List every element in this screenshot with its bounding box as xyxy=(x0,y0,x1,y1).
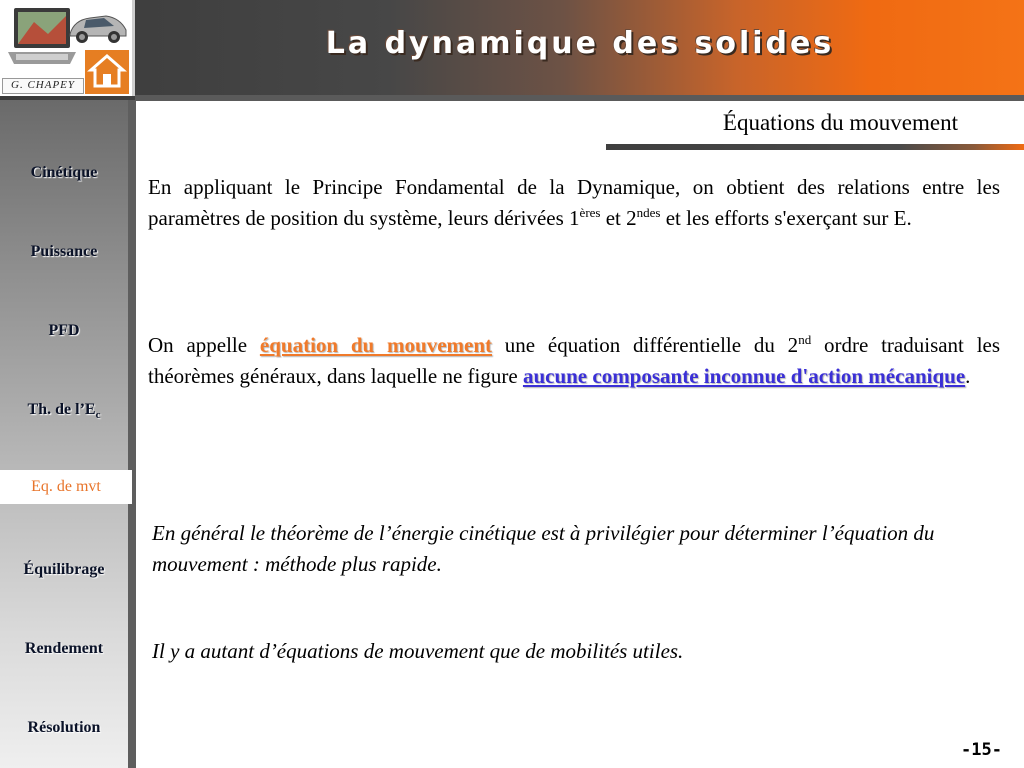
header-divider xyxy=(135,95,1024,101)
superscript: nd xyxy=(798,332,812,347)
sidebar-navigation xyxy=(0,100,132,768)
sidebar-item-theoreme-energie[interactable] xyxy=(0,401,128,421)
house-icon xyxy=(85,50,129,94)
paragraph-pfd-relations xyxy=(148,172,1000,234)
sidebar-item-equilibrage[interactable]: Équilibrage xyxy=(23,561,105,578)
presentation-title: La dynamique des solides xyxy=(325,26,835,61)
paragraph-definition xyxy=(148,330,1000,392)
section-underline xyxy=(606,144,1024,150)
sidebar-item-resolution[interactable]: Résolution xyxy=(27,719,101,736)
author-label: G. CHAPEY xyxy=(2,78,84,94)
logo-area xyxy=(0,0,135,96)
superscript: ères xyxy=(579,205,601,220)
sidebar-item-rendement[interactable]: Rendement xyxy=(24,640,104,657)
page-number: -15- xyxy=(961,740,1002,760)
paragraph-text: et les efforts s'exerçant sur E. xyxy=(660,206,912,230)
sidebar-item-cinetique[interactable]: Cinétique xyxy=(30,164,98,181)
paragraph-text: On appelle xyxy=(148,333,260,357)
sidebar-item-subscript: c xyxy=(95,409,101,422)
sidebar-item-puissance[interactable]: Puissance xyxy=(30,243,98,260)
car-icon xyxy=(66,6,130,48)
header-banner xyxy=(0,0,1024,100)
paragraph-text: . xyxy=(965,364,971,388)
sidebar-item-label: Th. de l’E xyxy=(27,401,96,418)
note-mobilites-utiles: Il y a autant d’équations de mouvement que de mobilités utiles. xyxy=(152,639,684,663)
paragraph-text: ordre traduisant les théorèmes généraux, dans laquelle ne figure xyxy=(148,333,1001,388)
note-energie-cinetique: En général le théorème de l’énergie cinétique est à privilégier pour déterminer l’équation du mouvement : méthode plus rapide. xyxy=(152,521,935,576)
sidebar-item-pfd[interactable]: PFD xyxy=(48,322,80,339)
paragraph-text: une équation différentielle du 2 xyxy=(492,333,799,357)
keyword-aucune-composante: aucune composante inconnue d'action mécanique xyxy=(522,364,966,388)
keyword-equation-du-mouvement: équation du mouvement xyxy=(259,333,493,357)
superscript: ndes xyxy=(636,205,661,220)
sidebar-item-eq-mvt-active[interactable]: Eq. de mvt xyxy=(0,470,132,504)
paragraph-text: En appliquant le Principe Fondamental de la Dynamique, on obtient des relations entre les paramètres de position du système, leurs dérivées 1 xyxy=(148,175,1000,230)
sidebar-edge xyxy=(128,100,136,768)
paragraph-text: et 2 xyxy=(600,206,637,230)
section-title: Équations du mouvement xyxy=(722,110,958,135)
